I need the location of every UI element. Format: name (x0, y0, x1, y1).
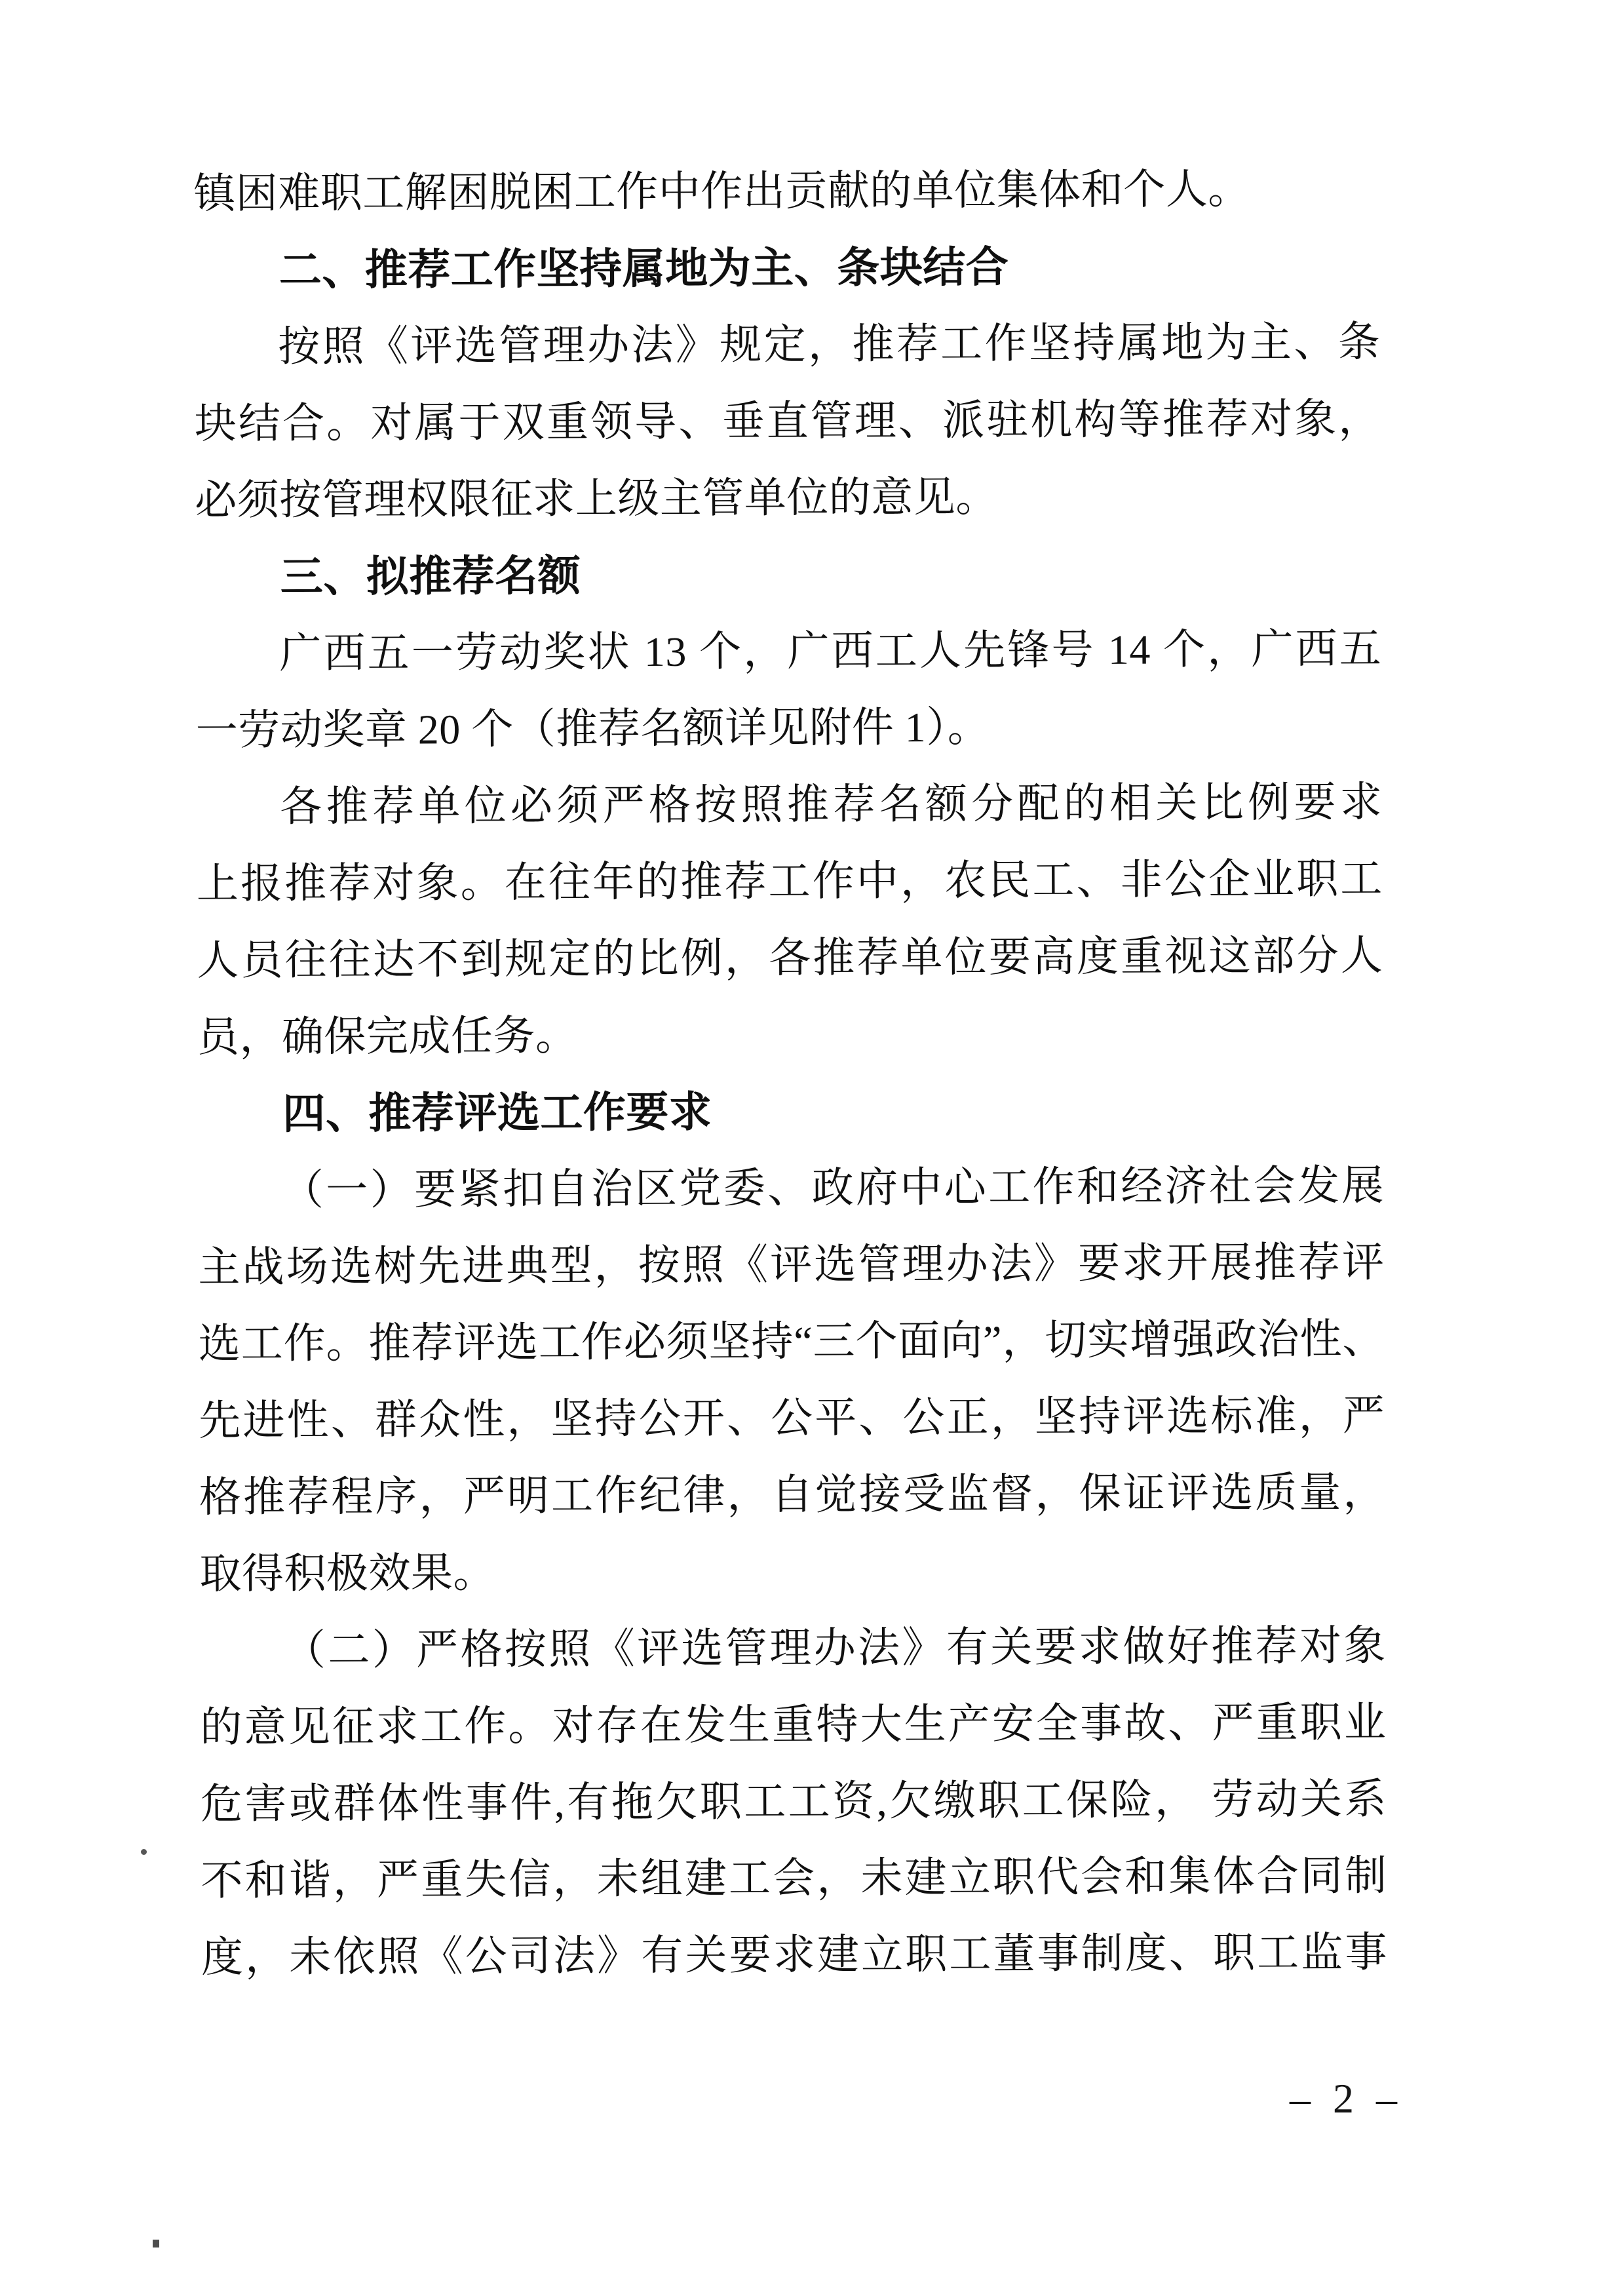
text-line: 上报推荐对象。在往年的推荐工作中，农民工、非公企业职工 (196, 855, 1383, 907)
document-body (193, 150, 1387, 1996)
text-line: 人员往往达不到规定的比例，各推荐单位要高度重视这部分人 (197, 932, 1383, 984)
scan-speck (153, 2240, 159, 2247)
text-line: 块结合。对属于双重领导、垂直管理、派驻机构等推荐对象， (194, 395, 1381, 447)
text-line: 按照《评选管理办法》规定，推荐工作坚持属地为主、条 (278, 319, 1381, 370)
heading-line: 四、推荐评选工作要求 (282, 1087, 712, 1138)
text-line: （二）严格按照《评选管理办法》有关要求做好推荐对象 (283, 1622, 1387, 1674)
text-line: 各推荐单位必须严格按照推荐名额分配的相关比例要求 (280, 779, 1383, 830)
text-line: 必须按管理权限征求上级主管单位的意见。 (195, 473, 998, 524)
heading-line: 三、拟推荐名额 (280, 551, 581, 601)
page-number: – 2 – (1290, 2075, 1403, 2122)
text-line: 先进性、群众性，坚持公开、公平、公正，坚持评选标准，严 (199, 1392, 1385, 1444)
text-line: 主战场选树先进典型，按照《评选管理办法》要求开展推荐评 (198, 1239, 1385, 1291)
text-line: 取得积极效果。 (199, 1549, 496, 1597)
text-line: 格推荐程序，严明工作纪律，自觉接受监督，保证评选质量， (199, 1469, 1386, 1521)
text-line: 度，未依照《公司法》有关要求建立职工董事制度、职工监事 (201, 1929, 1388, 1981)
text-line: （一）要紧扣自治区党委、政府中心工作和经济社会发展 (281, 1162, 1385, 1214)
text-line: 选工作。推荐评选工作必须坚持“三个面向”，切实增强政治性、 (198, 1315, 1385, 1367)
text-line: 不和谐，严重失信，未组建工会，未建立职代会和集体合同制 (201, 1852, 1387, 1904)
text-line: 广西五一劳动奖状 13 个，广西工人先锋号 14 个，广西五 (279, 625, 1382, 677)
text-line: 危害或群体性事件,有拖欠职工工资,欠缴职工保险， 劳动关系 (200, 1776, 1387, 1827)
text-line: 镇困难职工解困脱困工作中作出贡献的单位集体和个人。 (193, 165, 1250, 217)
text-line: 一劳动奖章 20 个（推荐名额详见附件 1）。 (195, 703, 990, 754)
heading-line: 二、推荐工作坚持属地为主、条块结合 (279, 243, 1009, 294)
scan-speck (141, 1849, 147, 1855)
text-line: 员，确保完成任务。 (197, 1012, 578, 1060)
text-line: 的意见征求工作。对存在发生重特大生产安全事故、严重职业 (200, 1699, 1387, 1751)
